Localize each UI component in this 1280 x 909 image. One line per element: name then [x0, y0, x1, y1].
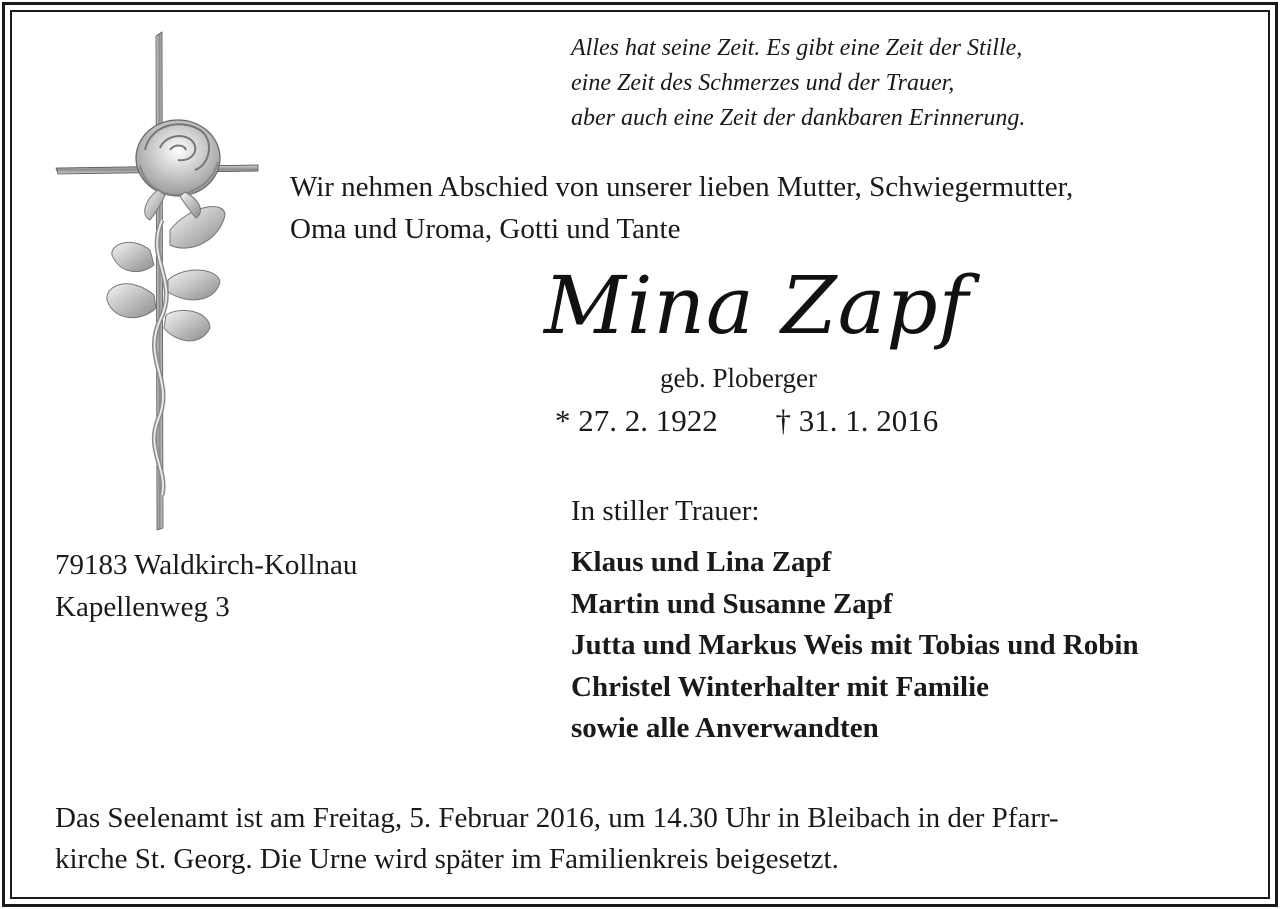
- birth-date: * 27. 2. 1922: [555, 403, 718, 438]
- life-dates: [555, 403, 938, 439]
- mourner-entry: Jutta und Markus Weis mit Tobias und Robin: [571, 629, 1139, 661]
- mourning-label: In stiller Trauer:: [571, 495, 760, 527]
- maiden-name: geb. Ploberger: [660, 363, 817, 393]
- poem-quote: [571, 31, 1025, 136]
- service-info: [55, 798, 1059, 880]
- poem-line: Alles hat seine Zeit. Es gibt eine Zeit der Stille,: [571, 35, 1023, 61]
- service-line: Das Seelenamt ist am Freitag, 5. Februar 2016, um 14.30 Uhr in Bleibach in der Pfarr-: [55, 802, 1059, 834]
- mourner-entry: Christel Winterhalter mit Familie: [571, 670, 990, 703]
- intro-line: Oma und Uroma, Gotti und Tante: [290, 213, 681, 245]
- family-address: [55, 544, 357, 628]
- poem-line: aber auch eine Zeit der dankbaren Erinnerung.: [571, 105, 1026, 131]
- mourners-list: [571, 542, 1139, 750]
- mourner-entry: Martin und Susanne Zapf: [571, 587, 893, 620]
- cross-with-rose-icon: [50, 30, 265, 535]
- address-line: Kapellenweg 3: [55, 591, 230, 623]
- mourner-entry: sowie alle Anverwandten: [571, 712, 879, 744]
- poem-line: eine Zeit des Schmerzes und der Trauer,: [571, 70, 955, 96]
- deceased-name: Mina Zapf: [544, 259, 970, 352]
- farewell-intro: [290, 166, 1073, 250]
- mourner-entry: Klaus und Lina Zapf: [571, 546, 832, 578]
- intro-line: Wir nehmen Abschied von unserer lieben Mutter, Schwiegermutter,: [290, 171, 1074, 203]
- death-date: † 31. 1. 2016: [775, 403, 939, 438]
- address-line: 79183 Waldkirch-Kollnau: [55, 549, 358, 581]
- service-line: kirche St. Georg. Die Urne wird später im Familienkreis beigesetzt.: [55, 843, 839, 875]
